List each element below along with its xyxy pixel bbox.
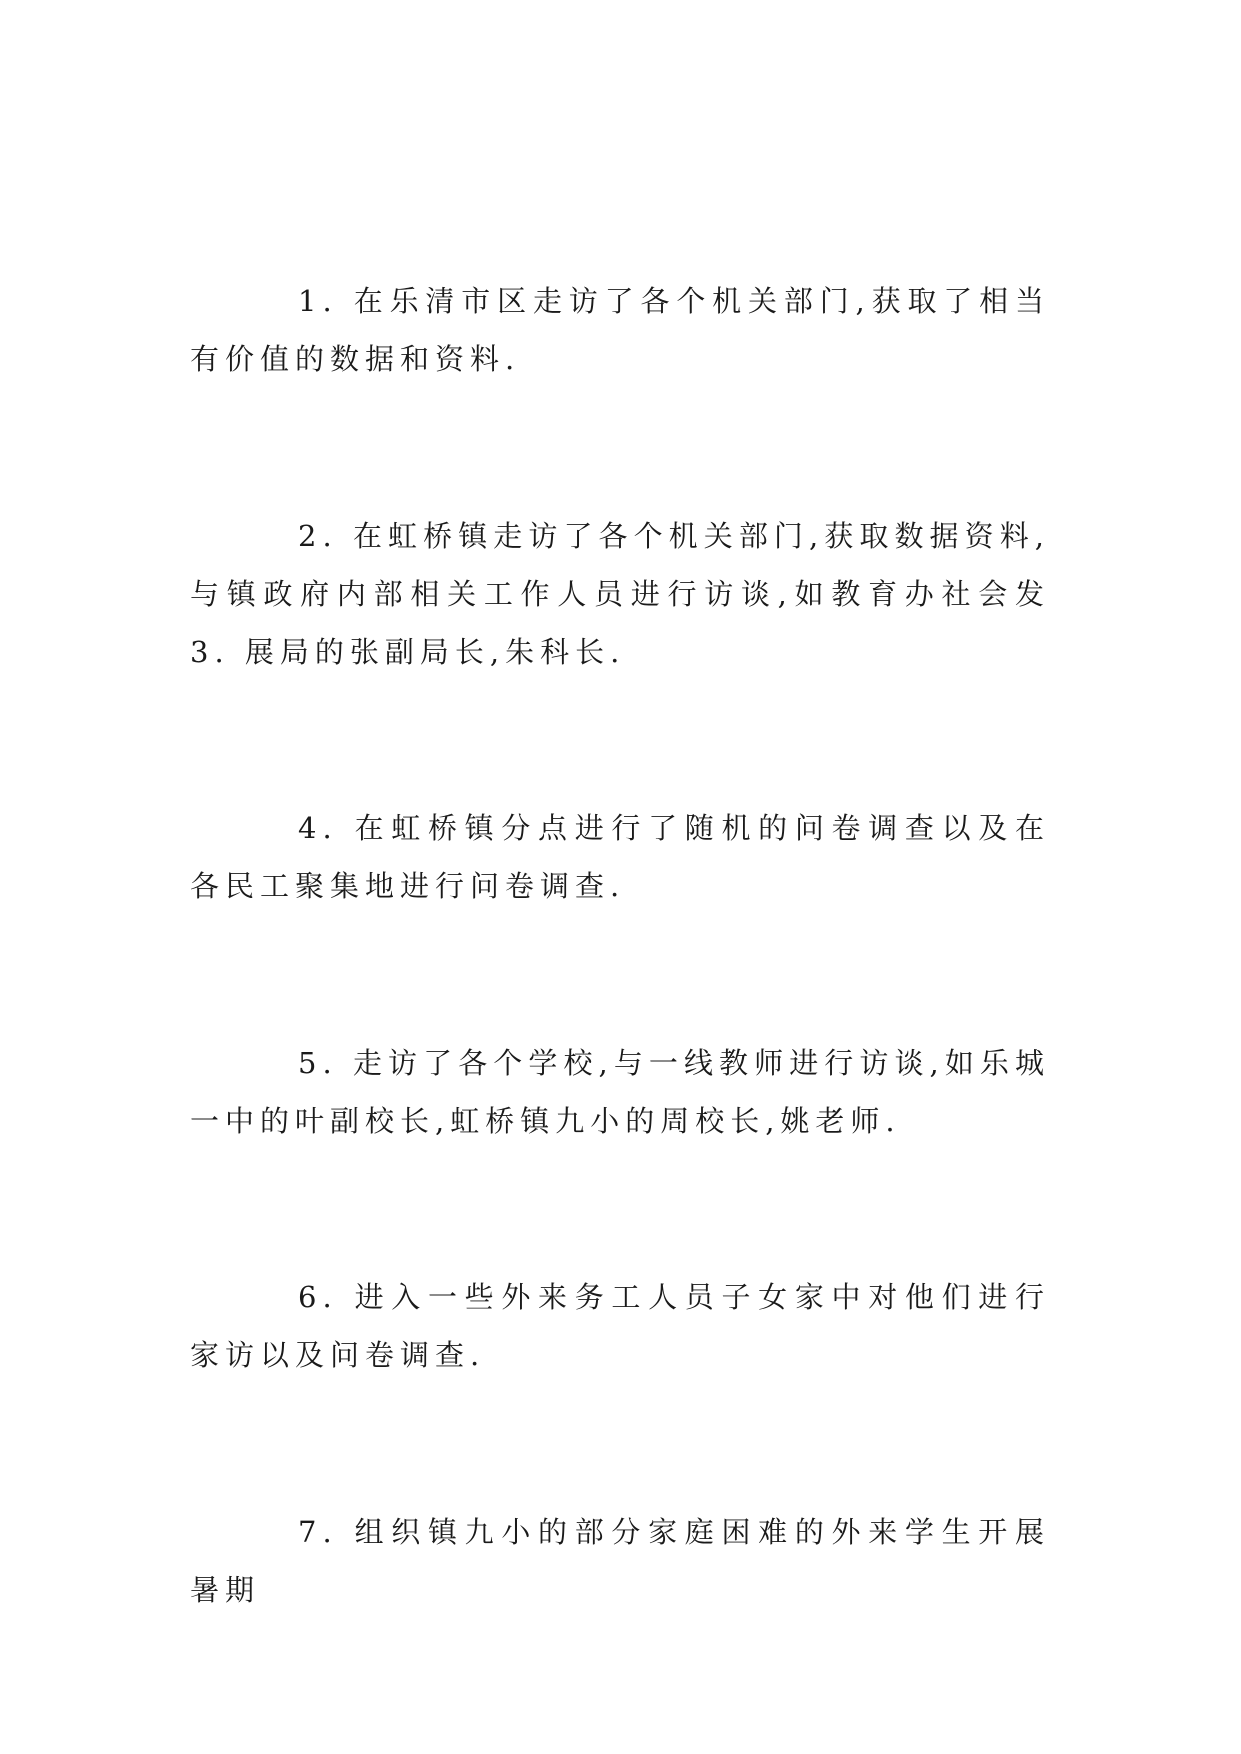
paragraph-7: 7. 组织镇九小的部分家庭困难的外来学生开展暑期 [190, 1515, 1050, 1607]
paragraph-2: 2. 在虹桥镇走访了各个机关部门,获取数据资料,与镇政府内部相关工作人员进行访谈,如教育办社会发 3. 展局的张副局长,朱科长. [190, 519, 1050, 669]
paragraph-1: 1. 在乐清市区走访了各个机关部门,获取了相当有价值的数据和资料. [190, 284, 1050, 376]
paragraph-6: 6. 进入一些外来务工人员子女家中对他们进行家访以及问卷调查. [190, 1280, 1050, 1372]
paragraph-5: 5. 走访了各个学校,与一线教师进行访谈,如乐城一中的叶副校长,虹桥镇九小的周校长,姚老师. [190, 1046, 1050, 1138]
paragraph-4: 4. 在虹桥镇分点进行了随机的问卷调查以及在各民工聚集地进行问卷调查. [190, 811, 1050, 903]
